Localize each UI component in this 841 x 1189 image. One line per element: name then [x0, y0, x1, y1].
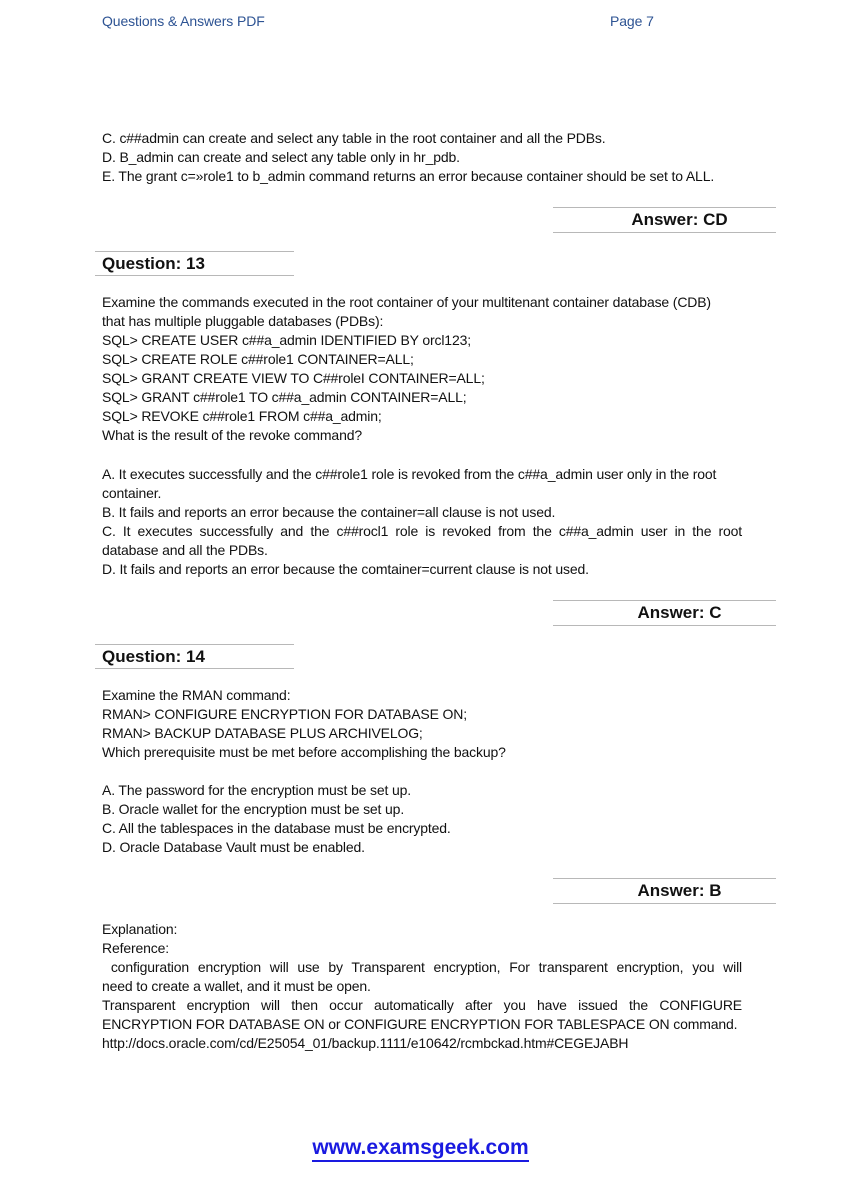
- body-line: that has multiple pluggable databases (PDBs):: [102, 313, 384, 329]
- option-a: A. The password for the encryption must be set up.: [102, 782, 411, 798]
- rman-line: RMAN> CONFIGURE ENCRYPTION FOR DATABASE ON;: [102, 706, 467, 722]
- option-b: B. It fails and reports an error because the container=all clause is not used.: [102, 504, 556, 520]
- option-c: C. c##admin can create and select any table in the root container and all the PDBs.: [102, 130, 606, 146]
- explanation-line: ENCRYPTION FOR DATABASE ON or CONFIGURE ENCRYPTION FOR TABLESPACE ON command.: [102, 1016, 738, 1032]
- answer-label: Answer: B: [637, 881, 722, 900]
- reference-url: http://docs.oracle.com/cd/E25054_01/backup.1111/e10642/rcmbckad.htm#CEGEJABH: [102, 1035, 629, 1051]
- question-13-heading: [95, 251, 294, 276]
- sql-line: SQL> CREATE ROLE c##role1 CONTAINER=ALL;: [102, 351, 414, 367]
- website-link[interactable]: www.examsgeek.com: [312, 1136, 528, 1162]
- option-c: C. It executes successfully and the c##rocl1 role is revoked from the c##a_admin user in the root: [102, 523, 742, 539]
- question-prompt: What is the result of the revoke command?: [102, 427, 362, 443]
- question-title: Question: 14: [102, 647, 205, 666]
- explanation-label: Explanation:: [102, 921, 178, 937]
- body-line: Examine the RMAN command:: [102, 687, 291, 703]
- reference-label: Reference:: [102, 940, 169, 956]
- sql-line: SQL> CREATE USER c##a_admin IDENTIFIED BY orcl123;: [102, 332, 471, 348]
- sql-line: SQL> GRANT CREATE VIEW TO C##roleI CONTAINER=ALL;: [102, 370, 485, 386]
- option-d: D. B_admin can create and select any table only in hr_pdb.: [102, 149, 460, 165]
- question-title: Question: 13: [102, 254, 205, 273]
- footer: [0, 1136, 841, 1160]
- answer-box-13: [553, 600, 776, 626]
- option-a: A. It executes successfully and the c##role1 role is revoked from the c##a_admin user only in the root: [102, 466, 717, 482]
- question-prompt: Which prerequisite must be met before accomplishing the backup?: [102, 744, 506, 760]
- option-e: E. The grant c=»role1 to b_admin command returns an error because container should be set to ALL.: [102, 168, 715, 184]
- body-line: Examine the commands executed in the root container of your multitenant container database (CDB): [102, 294, 711, 310]
- answer-box-14: [553, 878, 776, 904]
- option-d: D. Oracle Database Vault must be enabled.: [102, 839, 365, 855]
- question-14-heading: [95, 644, 294, 669]
- sql-line: SQL> REVOKE c##role1 FROM c##a_admin;: [102, 408, 382, 424]
- option-c-cont: database and all the PDBs.: [102, 542, 268, 558]
- answer-box-previous: [553, 207, 776, 233]
- option-a-cont: container.: [102, 485, 162, 501]
- sql-line: SQL> GRANT c##role1 TO c##a_admin CONTAINER=ALL;: [102, 389, 467, 405]
- page-number: Page 7: [610, 13, 654, 29]
- rman-line: RMAN> BACKUP DATABASE PLUS ARCHIVELOG;: [102, 725, 423, 741]
- document-header-title: Questions & Answers PDF: [102, 13, 265, 29]
- option-b: B. Oracle wallet for the encryption must be set up.: [102, 801, 405, 817]
- option-c: C. All the tablespaces in the database must be encrypted.: [102, 820, 451, 836]
- answer-label: Answer: CD: [631, 210, 728, 229]
- explanation-line: need to create a wallet, and it must be open.: [102, 978, 371, 994]
- explanation-line: Transparent encryption will then occur automatically after you have issued the CONFIGURE: [102, 997, 742, 1013]
- answer-label: Answer: C: [637, 603, 722, 622]
- explanation-line: configuration encryption will use by Transparent encryption, For transparent encryption, you will: [102, 959, 742, 975]
- option-d: D. It fails and reports an error because the comtainer=current clause is not used.: [102, 561, 589, 577]
